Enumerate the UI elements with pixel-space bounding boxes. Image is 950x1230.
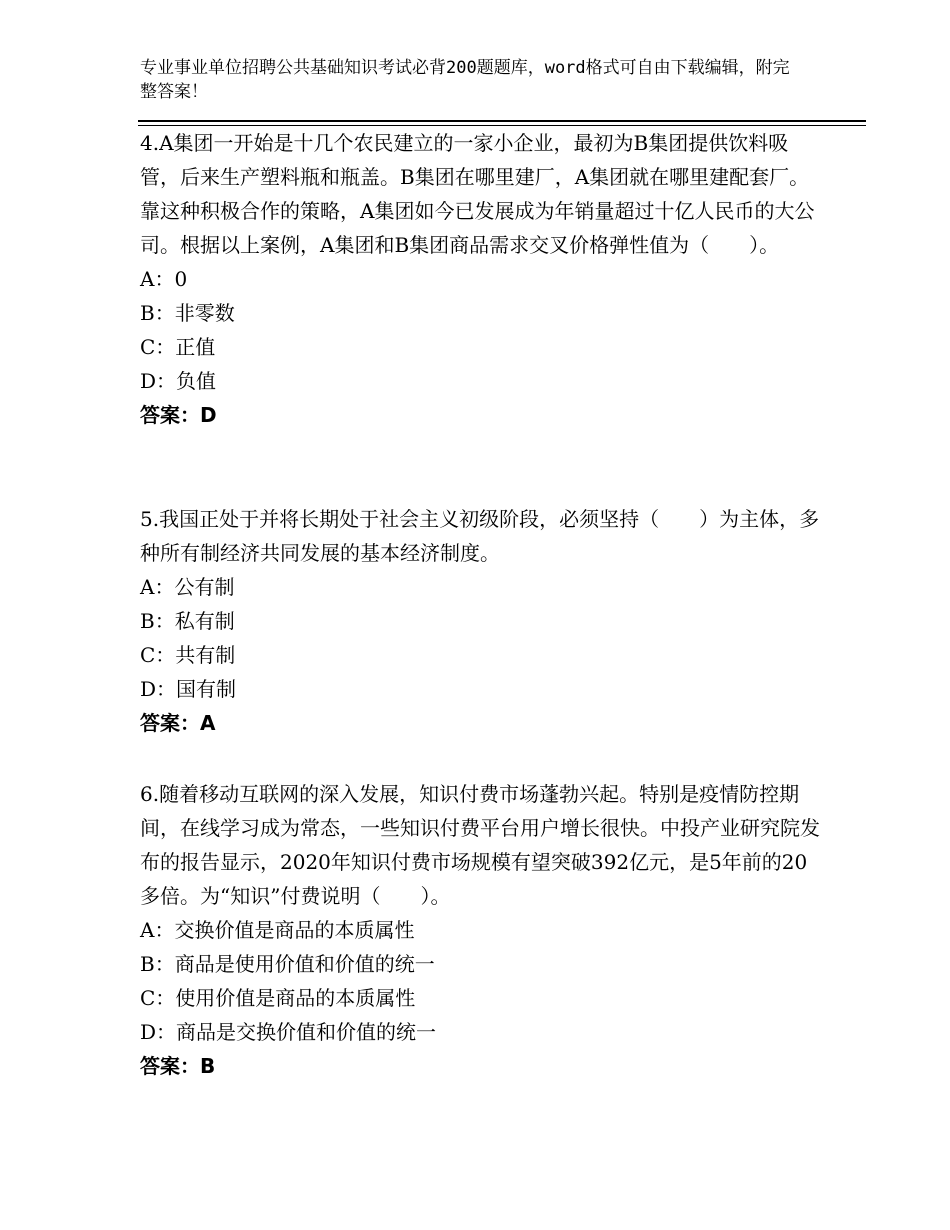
option-a: A：公有制	[140, 575, 235, 599]
option-c: C：正值	[140, 335, 216, 359]
option-a: A：0	[140, 267, 188, 291]
header-divider-thick	[138, 120, 866, 122]
question-4	[140, 126, 820, 432]
option-c: C：使用价值是商品的本质属性	[140, 986, 416, 1010]
option-c: C：共有制	[140, 643, 236, 667]
option-b: B：私有制	[140, 609, 235, 633]
question-text: 4.A集团一开始是十几个农民建立的一家小企业，最初为B集团提供饮料吸管，后来生产塑料瓶和瓶盖。B集团在哪里建厂，A集团就在哪里建配套厂。靠这种积极合作的策略，A集团如今已发展成为年销量超过十亿人民币的大公司。根据以上案例，A集团和B集团商品需求交叉价格弹性值为（ ）。	[140, 131, 815, 257]
question-6	[140, 777, 820, 1083]
question-5	[140, 502, 820, 740]
option-d: D：商品是交换价值和价值的统一	[140, 1020, 437, 1044]
option-d: D：负值	[140, 369, 217, 393]
answer: 答案：B	[140, 1054, 216, 1078]
option-d: D：国有制	[140, 677, 237, 701]
answer: 答案：A	[140, 711, 216, 735]
option-a: A：交换价值是商品的本质属性	[140, 918, 415, 942]
question-text: 5.我国正处于并将长期处于社会主义初级阶段，必须坚持（ ）为主体，多种所有制经济共同发展的基本经济制度。	[140, 507, 820, 565]
option-b: B：商品是使用价值和价值的统一	[140, 952, 435, 976]
question-text: 6.随着移动互联网的深入发展，知识付费市场蓬勃兴起。特别是疫情防控期间，在线学习成为常态，一些知识付费平台用户增长很快。中投产业研究院发布的报告显示，2020年知识付费市场规模有望突破392亿元，是5年前的20多倍。为“知识”付费说明（ ）。	[140, 782, 820, 908]
answer: 答案：D	[140, 403, 217, 427]
document-header: 专业事业单位招聘公共基础知识考试必背200题题库，word格式可自由下载编辑，附完整答案！	[140, 58, 790, 102]
option-b: B：非零数	[140, 301, 235, 325]
